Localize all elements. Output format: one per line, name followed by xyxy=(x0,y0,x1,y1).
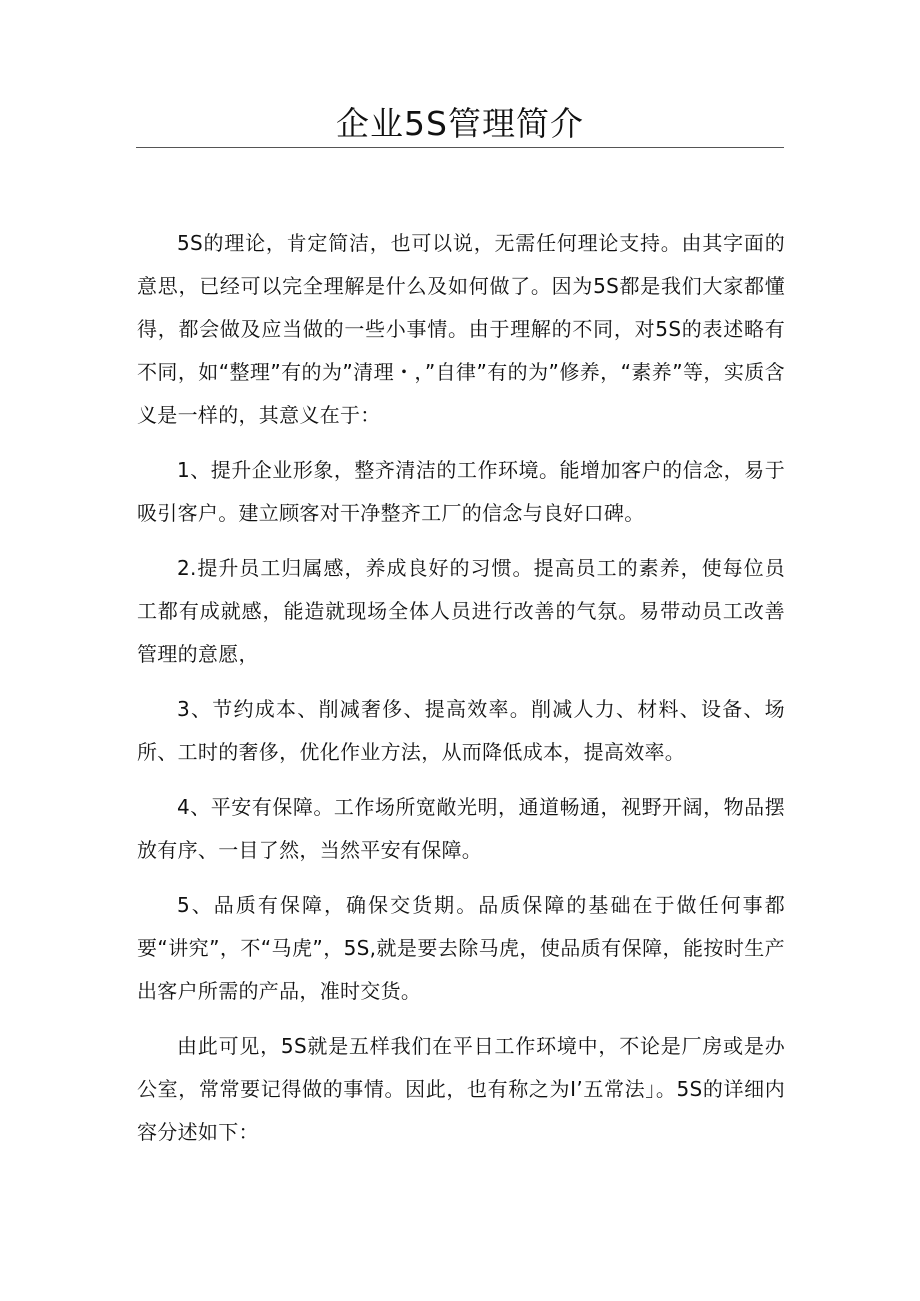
point-3-paragraph: 3、节约成本、削减奢侈、提高效率。削减人力、材料、设备、场所、工时的奢侈，优化作业方法，从而降低成本，提高效率。 xyxy=(137,697,785,764)
page-title: 企业5S管理简介 xyxy=(336,104,584,143)
title-underline xyxy=(136,147,784,148)
point-4-paragraph: 4、平安有保障。工作场所宽敞光明，通道畅通，视野开阔，物品摆放有序、一目了然，当然平安有保障。 xyxy=(137,795,785,862)
point-2-paragraph: 2.提升员工归属感，养成良好的习惯。提高员工的素养，使每位员工都有成就感，能造就现场全体人员进行改善的气氛。易带动员工改善管理的意愿， xyxy=(137,556,785,666)
point-5-paragraph: 5、品质有保障，确保交货期。品质保障的基础在于做任何事都要“讲究”，不“马虎”，5S,就是要去除马虎，使品质有保障，能按时生产出客户所需的产品，准时交货。 xyxy=(137,893,785,1003)
document-body xyxy=(137,222,785,1154)
point-1-paragraph: 1、提升企业形象，整齐清洁的工作环境。能增加客户的信念，易于吸引客户。建立顾客对干净整齐工厂的信念与良好口碑。 xyxy=(137,458,785,525)
intro-paragraph: 5S的理论，肯定简洁，也可以说，无需任何理论支持。由其字面的意思，已经可以完全理解是什么及如何做了。因为5S都是我们大家都懂得，都会做及应当做的一些小事情。由于理解的不同，对5S的表述略有不同，如“整理”有的为”清理・，”自律”有的为”修养，“素养”等，实质含义是一样的，其意义在于： xyxy=(137,231,785,427)
summary-paragraph: 由此可见，5S就是五样我们在平日工作环境中，不论是厂房或是办公室，常常要记得做的事情。因此，也有称之为I’五常法」。5S的详细内容分述如下： xyxy=(137,1034,785,1144)
